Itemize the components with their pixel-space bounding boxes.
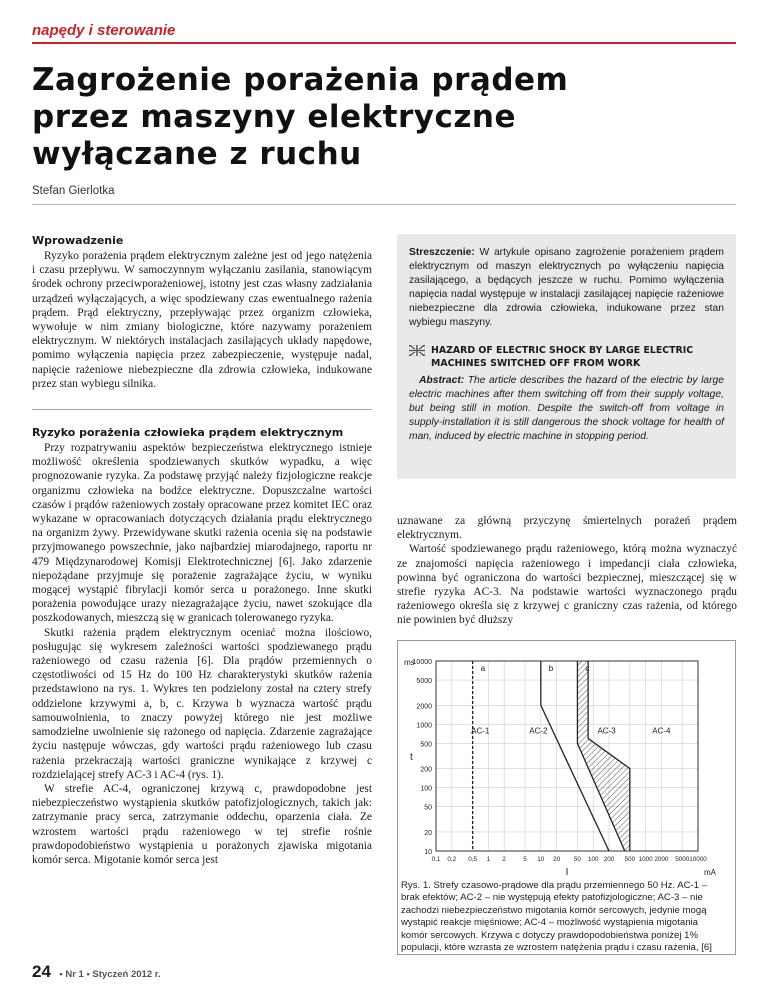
y-tick-label: 10 (424, 849, 432, 856)
x-tick-label: 5 (523, 856, 527, 863)
x-tick-label: 50 (573, 856, 581, 863)
x-tick-label: 10 (537, 856, 545, 863)
y-tick-label: 50 (424, 804, 432, 812)
y-tick-label: 200 (420, 766, 432, 774)
section2-paragraph-1: Przy rozpatrywaniu aspektów bezpieczeństwa elektrycznego istnieje możliwość określenia spodziewanych skutków wypadku, a więc prognozowanie ryzyka. Za podstawę przyjąć należy fizjologiczne reakcje organizmu człowieka na bodźce elektryczne. Dopuszczalne wartości czasów i prądów rażeniowych zostały opracowane przez komitet IEC oraz wykazane w opracowaniach dotyczących działania prądu elektrycznego na organizm żywy. Przewidywane skutki rażenia ocenia się na podstawie przyjmowanego powszechnie, jako najbardziej miarodajnego, raportu nr 479 Międzynarodowej Komisji Elektrotechnicznej [6]. Jako zdarzenie niepożądane przyjmuje się porażenie zagrażające życiu, w wyniku mogącej wystąpić fibrylacji komór serca u porażonego. Inne skutki porażenia powodujące urazy niezagrażające życiu, nawet szokujące dla poszkodowanych, mieszczą się w granicach tolerowanego ryzyka. (32, 442, 372, 625)
right-paragraph-1: uznawane za główną przyczynę śmiertelnych porażeń prądem elektrycznym. (397, 515, 737, 542)
y-tick-label: 1000 (416, 722, 432, 730)
x-unit-label: mA (704, 868, 716, 877)
plot-frame (436, 661, 698, 851)
x-tick-label: 500 (624, 856, 636, 863)
x-tick-label: 200 (603, 856, 615, 863)
time-current-chart (398, 641, 735, 877)
uk-flag-icon (409, 345, 425, 356)
curve-label-a: a (480, 664, 486, 673)
curve-label-b: b (548, 664, 554, 673)
title-line-3: wyłączane z ruchu (32, 136, 362, 172)
x-tick-label: 100 (587, 856, 599, 863)
title-line-2: przez maszyny elektryczne (32, 99, 516, 135)
page-footer (32, 962, 161, 982)
y-axis-label: t (410, 752, 413, 763)
abstract-en-text: The article describes the hazard of the electric by large electric machines after them switching off from their supply voltage, but being still in motion. Despite the switch-off from voltage in supply-installation it is still dangerous the shock voltage for health of man, induced by electric machine in stopping period. (409, 375, 724, 442)
y-tick-label: 500 (420, 741, 432, 749)
y-unit-label: ms (404, 658, 415, 667)
x-tick-label: 0,2 (447, 856, 457, 863)
intro-heading: Wprowadzenie (32, 234, 124, 247)
abstract-en-label: Abstract: (419, 375, 465, 386)
ac4-hatched-band (577, 661, 629, 851)
x-tick-label: 10000 (689, 856, 707, 863)
x-tick-label: 0,5 (468, 856, 478, 863)
x-tick-label: 2000 (654, 856, 669, 863)
abstract-text: W artykule opisano zagrożenie porażeniem prądem elektrycznym od maszyn elektrycznych po wyłączeniu napięcia zasilającego, a będących jeszcze w ruchu. Pomimo wyłączenia napięcia nadal występuje w instalacji zasilającej napięcie rażeniowe niebezpieczne dla zdrowia człowieka, indukowane przez stan wybiegu maszyny. (409, 247, 724, 328)
x-tick-label: 0,1 (431, 856, 441, 863)
x-tick-label: 1000 (638, 856, 653, 863)
y-tick-label: 5000 (416, 678, 432, 686)
author: Stefan Gierlotka (32, 185, 115, 197)
page-number: 24 (32, 962, 51, 981)
y-tick-label: 100 (420, 785, 432, 793)
y-tick-label: 2000 (416, 703, 432, 711)
section-tag: napędy i sterowanie (32, 22, 176, 39)
section2-paragraph-2: Skutki rażenia prądem elektrycznym oceniać można ilościowo, posługując się wykresem zależności wartości spodziewanego prądu rażeniowego od czasu rażenia [6]. Dla prądów przemiennych o częstotliwości od 15 Hz do 100 Hz charakterystyki skutków rażenia przedstawiono na rys. 1. Wykres ten podzielony został na cztery strefy oddzielone krzywymi a, b, c. Krzywa b wyznacza wartość prądu samouwolnienia, to znaczy powyżej którego nie jest możliwe samodzielne uwolnienie się rażonego od napięcia. Zdarzenie zagrażające życiu następuje wówczas, gdy wartości prądu rażeniowego lub czasu rażenia przekraczają wartości graniczne wynikające z krzywej c rozdzielającej strefy AC-3 i AC-4 (rys. 1). (32, 626, 372, 781)
x-axis-label: I (565, 867, 569, 877)
intro-paragraph: Ryzyko porażenia prądem elektrycznym zależne jest od jego natężenia i czasu przepływu. W samoczynnym wyłączaniu zasilania, stanowiącym środek ochrony przeciwporażeniowej, istotny jest czas własny zadziałania urządzeń wyłączających, a więc spodziewany czas ewentualnego rażenia prądem. Prąd elektryczny, przepływając przez organizm człowieka, wywołuje w nim zmiany biologiczne, które nazywamy porażeniem elektrycznym. W niektórych instalacjach zasilających układy napędowe, pomimo wyłączenia napięcia przez zabezpieczenie, występuje nadal, napięcie rażeniowe niebezpieczne dla zdrowia człowieka, indukowane przez stan wybiegu silnika. (32, 250, 372, 390)
y-tick-label: 10000 (412, 659, 432, 666)
abstract-en (409, 374, 724, 444)
abstract-label: Streszczenie: (409, 247, 475, 258)
y-tick-label: 20 (424, 829, 432, 837)
abstract-box (397, 234, 736, 479)
english-heading (409, 344, 724, 370)
issue-info: • Nr 1 • Styczeń 2012 r. (59, 969, 161, 980)
abstract-pl (409, 246, 724, 330)
title-line-1: Zagrożenie porażenia prądem (32, 62, 569, 98)
zone-label: AC-2 (529, 726, 548, 736)
x-tick-label: 1 (486, 856, 491, 863)
zone-label: AC-3 (597, 726, 616, 736)
zone-label: AC-4 (652, 726, 671, 736)
left-column (32, 234, 372, 867)
section-rule (32, 42, 736, 44)
x-tick-label: 5000 (675, 856, 690, 863)
section-divider (32, 409, 372, 410)
article-title (32, 62, 672, 173)
figure-caption: Rys. 1. Strefy czasowo-prądowe dla prądu przemiennego 50 Hz. AC-1 – brak efektów; AC-2 – nie występują efekty patofizjologiczne; AC-3 – nie zachodzi niebezpieczeństwo migotania komór sercowych, jedynie mogą wystąpić reakcje mięśniowe; AC-4 – możliwość wystąpienia migotania komór sercowych. Krzywa c dotyczy prawdopodobieństwa poniżej 1% populacji, które wzrasta ze wzrostem natężenia prądu i czasu rażenia, [6] (401, 880, 712, 954)
author-rule (32, 204, 736, 205)
section2-paragraph-3: W strefie AC-4, ograniczonej krzywą c, prawdopodobne jest niebezpieczeństwo wystąpienia skutków patofizjologicznych, takich jak: zatrzymanie pracy serca, zatrzymanie oddechu, oparzenia ciała. Ze wzrostem wartości prądu rażeniowego w tej strefie rośnie prawdopodobieństwo wystąpienia u porażonych zjawiska migotania komór serca. Migotanie komór serca jest (32, 782, 372, 866)
zone-label: AC-1 (471, 726, 490, 736)
curve-label-c: c (585, 664, 590, 673)
right-column (397, 514, 737, 628)
section2-heading: Ryzyko porażenia człowieka prądem elektrycznym (32, 426, 344, 440)
x-tick-label: 2 (502, 856, 506, 863)
english-title: HAZARD OF ELECTRIC SHOCK BY LARGE ELECTRIC MACHINES SWITCHED OFF FROM WORK (431, 345, 694, 369)
right-paragraph-2: Wartość spodziewanego prądu rażeniowego, którą można wyznaczyć ze znajomości napięcia rażeniowego i impedancji ciała człowieka, powinna być ograniczona do wartości bezpiecznej, mieszczącej się w strefie ryzyka AC-3. Na podstawie wartości wyznaczonego prądu rażeniowego określa się z krzywej c graniczny czas rażenia, od którego nie powinien być dłuższy (397, 543, 737, 627)
x-tick-label: 20 (553, 856, 561, 863)
